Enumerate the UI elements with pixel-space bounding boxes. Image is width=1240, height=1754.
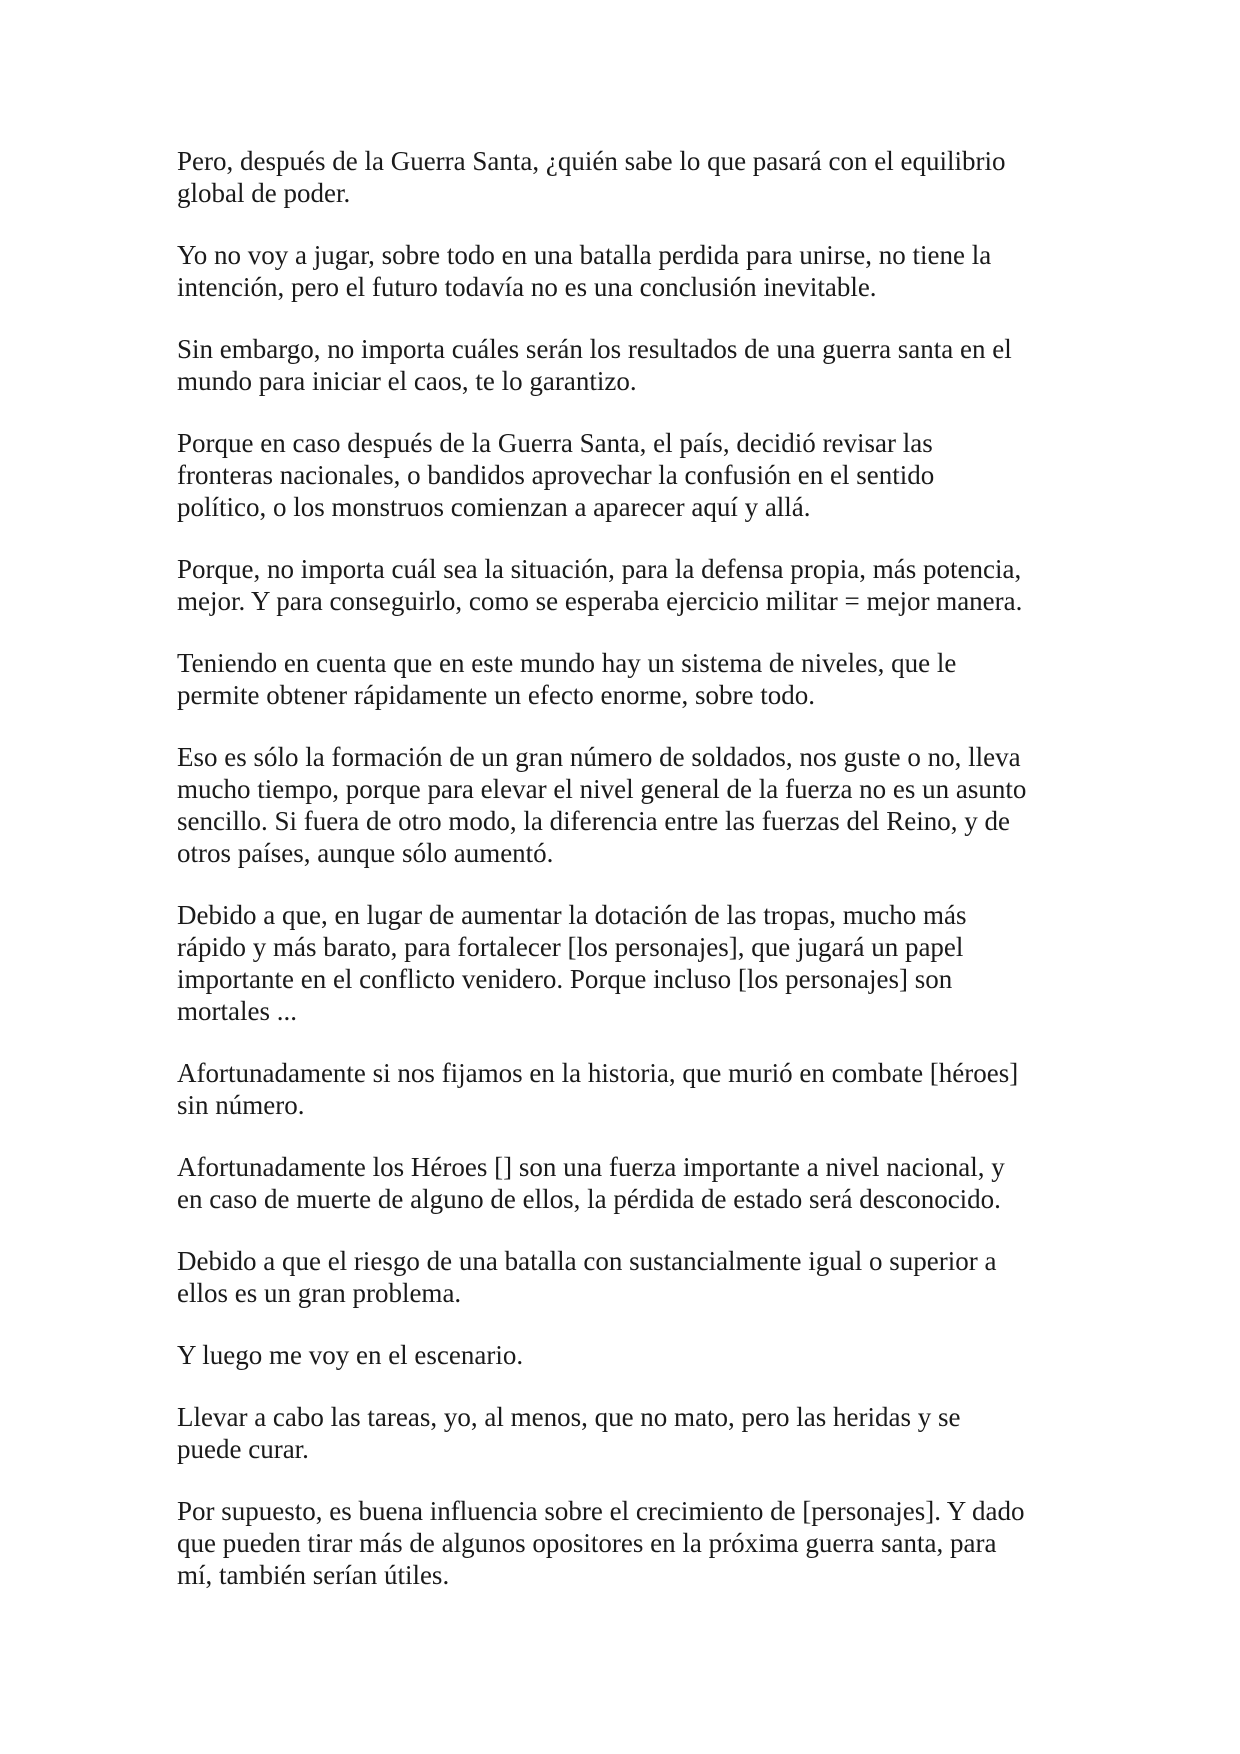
text-line: en caso de muerte de alguno de ellos, la pérdida de estado será desconocido. xyxy=(177,1184,1001,1214)
paragraph xyxy=(177,647,1077,711)
text-line: Debido a que el riesgo de una batalla con sustancialmente igual o superior a xyxy=(177,1246,997,1276)
text-line: Yo no voy a jugar, sobre todo en una batalla perdida para unirse, no tiene la xyxy=(177,240,992,270)
text-line: importante en el conflicto venidero. Porque incluso [los personajes] son xyxy=(177,964,953,994)
text-line: puede curar. xyxy=(177,1434,309,1464)
paragraph xyxy=(177,899,1077,1027)
paragraph xyxy=(177,145,1077,209)
text-line: ellos es un gran problema. xyxy=(177,1278,462,1308)
text-line: Eso es sólo la formación de un gran número de soldados, nos guste o no, lleva xyxy=(177,742,1021,772)
text-line: Por supuesto, es buena influencia sobre el crecimiento de [personajes]. Y dado xyxy=(177,1496,1025,1526)
paragraph xyxy=(177,553,1077,617)
text-line: Y luego me voy en el escenario. xyxy=(177,1340,524,1370)
text-line: que pueden tirar más de algunos opositores en la próxima guerra santa, para xyxy=(177,1528,997,1558)
text-line: permite obtener rápidamente un efecto enorme, sobre todo. xyxy=(177,680,815,710)
text-line: mejor. Y para conseguirlo, como se esperaba ejercicio militar = mejor manera. xyxy=(177,586,1023,616)
text-line: mundo para iniciar el caos, te lo garantizo. xyxy=(177,366,637,396)
text-line: Sin embargo, no importa cuáles serán los resultados de una guerra santa en el xyxy=(177,334,1012,364)
text-line: mucho tiempo, porque para elevar el nivel general de la fuerza no es un asunto xyxy=(177,774,1027,804)
paragraph xyxy=(177,427,1077,523)
paragraph xyxy=(177,1151,1077,1215)
text-line: intención, pero el futuro todavía no es una conclusión inevitable. xyxy=(177,272,877,302)
text-line: político, o los monstruos comienzan a aparecer aquí y allá. xyxy=(177,492,811,522)
text-line: Porque en caso después de la Guerra Santa, el país, decidió revisar las xyxy=(177,428,933,458)
paragraph xyxy=(177,1057,1077,1121)
text-line: Llevar a cabo las tareas, yo, al menos, que no mato, pero las heridas y se xyxy=(177,1402,961,1432)
text-line: global de poder. xyxy=(177,178,351,208)
paragraph xyxy=(177,741,1077,869)
text-line: Pero, después de la Guerra Santa, ¿quién sabe lo que pasará con el equilibrio xyxy=(177,146,1006,176)
text-line: otros países, aunque sólo aumentó. xyxy=(177,838,554,868)
text-line: Teniendo en cuenta que en este mundo hay un sistema de niveles, que le xyxy=(177,648,957,678)
paragraph xyxy=(177,333,1077,397)
text-line: sencillo. Si fuera de otro modo, la diferencia entre las fuerzas del Reino, y de xyxy=(177,806,1010,836)
text-line: fronteras nacionales, o bandidos aprovechar la confusión en el sentido xyxy=(177,460,935,490)
text-line: Porque, no importa cuál sea la situación, para la defensa propia, más potencia, xyxy=(177,554,1022,584)
document-page xyxy=(177,145,1077,1621)
paragraph xyxy=(177,1339,1077,1371)
text-line: sin número. xyxy=(177,1090,305,1120)
text-line: mortales ... xyxy=(177,996,297,1026)
text-line: Afortunadamente los Héroes [] son una fuerza importante a nivel nacional, y xyxy=(177,1152,1005,1182)
text-line: Debido a que, en lugar de aumentar la dotación de las tropas, mucho más xyxy=(177,900,967,930)
paragraph xyxy=(177,1401,1077,1465)
paragraph xyxy=(177,1245,1077,1309)
paragraph xyxy=(177,1495,1077,1591)
paragraph xyxy=(177,239,1077,303)
text-line: mí, también serían útiles. xyxy=(177,1560,450,1590)
text-line: rápido y más barato, para fortalecer [los personajes], que jugará un papel xyxy=(177,932,964,962)
text-line: Afortunadamente si nos fijamos en la historia, que murió en combate [héroes] xyxy=(177,1058,1019,1088)
